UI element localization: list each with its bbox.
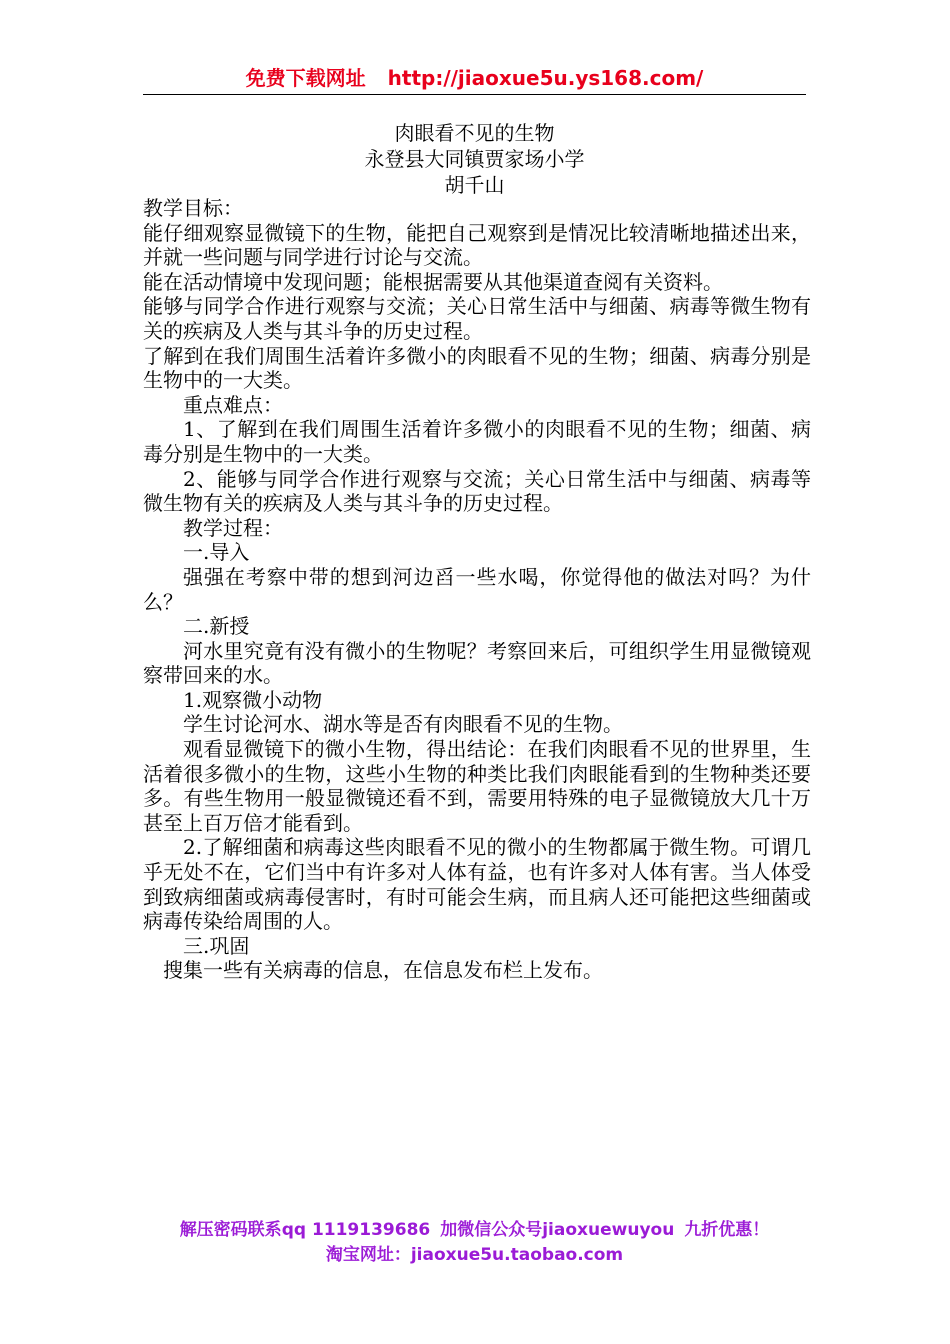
page-footer	[143, 1218, 806, 1268]
goals-heading: 教学目标：	[143, 196, 243, 220]
key-point: 1、了解到在我们周围生活着许多微小的肉眼看不见的生物；细菌、病毒分别是生物中的一大类。	[143, 417, 811, 466]
section-text: 河水里究竟有没有微小的生物呢？考察回来后，可组织学生用显微镜观察带回来的水。	[143, 638, 811, 688]
process-heading: 教学过程：	[183, 515, 283, 540]
page-header	[143, 64, 806, 95]
section-text: 强强在考察中带的想到河边舀一些水喝，你觉得他的做法对吗？为什么？	[143, 564, 811, 614]
footer-text: 淘宝网址：	[325, 1245, 411, 1265]
footer-text: 解压密码联系	[179, 1220, 282, 1240]
section-heading: 一.导入	[183, 540, 250, 565]
section-text: 学生讨论河水、湖水等是否有肉眼看不见的生物。	[183, 712, 623, 737]
author-name: 胡千山	[444, 173, 505, 197]
footer-text: 九折优惠！	[684, 1220, 770, 1240]
section-text: 观看显微镜下的微小生物，得出结论：在我们肉眼看不见的世界里，生活着很多微小的生物，这些小生物的种类比我们肉眼能看到的生物种类还要多。有些生物用一般显微镜还看不到，需要用特殊的电子显微镜放大几十万甚至上百万倍才能看到。	[143, 737, 811, 835]
goal-paragraph: 能够与同学合作进行观察与交流；关心日常生活中与细菌、病毒等微生物有关的疾病及人类与其斗争的历史过程。	[143, 294, 811, 343]
header-url-link[interactable]: http://jiaoxue5u.ys168.com/	[387, 66, 704, 90]
footer-wechat: jiaoxuewuyou	[542, 1220, 675, 1240]
header-label: 免费下载网址	[245, 66, 366, 90]
footer-taobao-link[interactable]: jiaoxue5u.taobao.com	[410, 1245, 624, 1265]
section-heading: 二.新授	[183, 614, 250, 639]
document-body	[143, 196, 811, 983]
subsection-heading: 1.观察微小动物	[183, 687, 323, 712]
section-heading: 三.巩固	[183, 933, 250, 958]
footer-line-2	[143, 1243, 806, 1268]
section-text: 2.了解细菌和病毒这些肉眼看不见的微小的生物都属于微生物。可谓几乎无处不在，它们当中有许多对人体有益，也有许多对人体有害。当人体受到致病细菌或病毒侵害时，有时可能会生病，而且病人还可能把这些细菌或病毒传染给周围的人。	[143, 835, 811, 934]
footer-text: 加微信公众号	[440, 1220, 543, 1240]
school-name: 永登县大同镇贾家场小学	[364, 147, 585, 171]
document-title: 肉眼看不见的生物	[394, 121, 555, 145]
title-block	[143, 120, 806, 198]
key-points-heading: 重点难点：	[183, 392, 283, 417]
key-point: 2、能够与同学合作进行观察与交流；关心日常生活中与细菌、病毒等微生物有关的疾病及人类与其斗争的历史过程。	[143, 466, 811, 516]
footer-line-1	[143, 1218, 806, 1243]
goal-paragraph: 了解到在我们周围生活着许多微小的肉眼看不见的生物；细菌、病毒分别是生物中的一大类。	[143, 343, 811, 393]
footer-qq: qq 1119139686	[281, 1220, 431, 1240]
goal-paragraph: 能仔细观察显微镜下的生物，能把自己观察到是情况比较清晰地描述出来，并就一些问题与同学进行讨论与交流。	[143, 220, 811, 270]
section-text: 搜集一些有关病毒的信息，在信息发布栏上发布。	[163, 958, 603, 983]
goal-paragraph: 能在活动情境中发现问题；能根据需要从其他渠道查阅有关资料。	[143, 269, 723, 294]
